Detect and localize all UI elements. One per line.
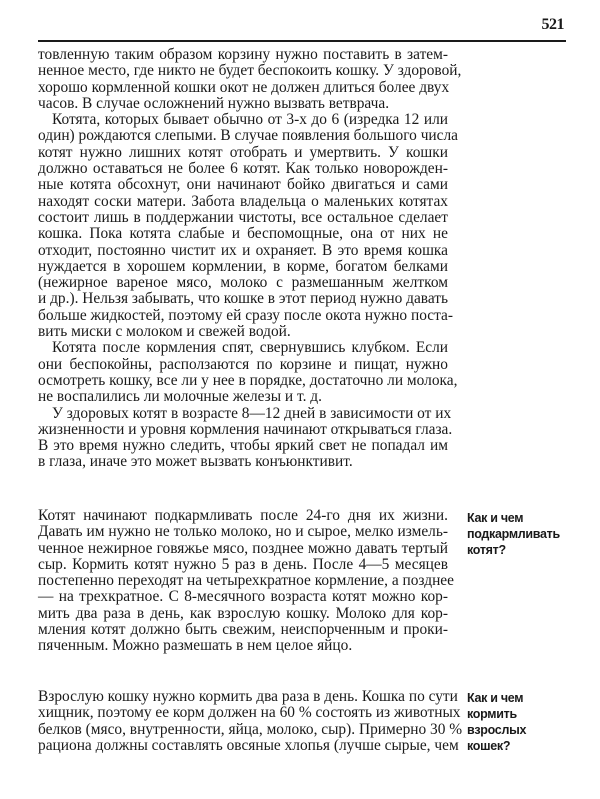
paragraph xyxy=(38,339,458,406)
text-line: ченное нежирное говяжье мясо, позднее можно давать тертый xyxy=(38,539,448,557)
text-line: У здоровых котят в возрасте 8—12 дней в зависимости от их xyxy=(52,404,452,422)
text-line: нуждается в хорошем кормлении, в корме, богатом белками xyxy=(38,257,448,275)
text-line: — на трехкратное. С 8-месячного возраста котят можно кор- xyxy=(38,588,448,606)
text-line: Давать им нужно не только молоко, но и сырое, мелко измель- xyxy=(38,523,448,541)
text-line: Котят начинают подкармливать после 24-го дня их жизни. xyxy=(38,507,448,524)
text-line: товленную таким образом корзину нужно поставить в затем- xyxy=(38,46,448,63)
page-number: 521 xyxy=(541,16,564,33)
sidebar-line: котят? xyxy=(467,543,506,557)
text-line: хищник, поэтому ее корм должен на 60 % состоять из животных xyxy=(38,704,461,722)
paragraph xyxy=(38,111,459,341)
paragraph xyxy=(38,507,454,655)
section-3-text xyxy=(38,688,463,754)
paragraph xyxy=(38,46,462,112)
text-line: ненное место, где никто не будет беспокоить кошку. У здоровой, xyxy=(38,62,462,80)
paragraph xyxy=(38,404,453,471)
section-1-text xyxy=(38,46,462,471)
text-line: пяченным. Можно размешать в нем целое яйцо. xyxy=(38,637,353,655)
sidebar-line: кошек? xyxy=(467,739,511,753)
text-line: в глаза, иначе это может вызвать конъюнктивит. xyxy=(38,453,353,471)
text-line: (нежирное вареное мясо, молоко с размешанным желтком xyxy=(38,274,448,292)
text-line: часов. В случае осложнений нужно вызвать ветврача. xyxy=(38,94,390,112)
text-line: хорошо кормленной кошки окот не должен длиться более двух xyxy=(38,78,450,96)
text-line: Котята, которых бывает обычно от 3-х до 6 (изредка 12 или xyxy=(52,111,448,129)
text-line: осмотреть кошку, все ли у нее в порядке, достаточно ли молока, xyxy=(38,371,458,389)
sidebar-line: взрослых xyxy=(467,723,527,737)
text-line: рациона должны составлять овсяные хлопья (лучше сырые, чем xyxy=(38,736,459,754)
text-line: постепенно переходят на четырехкратное кормление, а позднее xyxy=(38,572,454,590)
text-line: белков (мясо, внутренности, яйца, молоко, сыр). Примерно 30 % xyxy=(38,720,463,738)
text-line: сыр. Кормить котят нужно 5 раз в день. После 4—5 месяцев xyxy=(38,555,448,573)
header-rule xyxy=(38,40,566,42)
sidebar-line: Как и чем xyxy=(467,691,524,705)
text-line: В это время нужно следить, чтобы яркий свет не попадал им xyxy=(38,437,448,455)
text-line: один) рождаются слепыми. В случае появления большого числа xyxy=(38,127,459,145)
paragraph xyxy=(38,688,463,754)
text-line: больше жидкостей, поэтому ей сразу после окота нужно поста- xyxy=(38,306,453,324)
text-line: жизненности и уровня кормления начинают открываться глаза. xyxy=(38,420,453,438)
text-line: мить два раза в день, как взрослую кошку. Молоко для кор- xyxy=(38,604,448,622)
sidebar-line: кормить xyxy=(467,707,517,721)
text-line: отходит, постоянно чистит их и охраняет. В это время кошка xyxy=(38,241,448,259)
text-line: ные котята обсохнут, они начинают бойко двигаться и сами xyxy=(38,176,448,194)
text-line: они беспокойны, расползаются по корзине и пищат, нужно xyxy=(38,355,448,373)
text-line: находят соски матери. Забота владельца о маленьких котятах xyxy=(38,192,448,210)
text-line: и др.). Нельзя забывать, что кошке в этот период нужно давать xyxy=(38,290,449,308)
text-line: состоит лишь в поддержании чистоты, все остальное сделает xyxy=(38,208,448,226)
sidebar-heading-kittens xyxy=(467,510,577,558)
sidebar-heading-adult-cats xyxy=(467,690,577,754)
text-line: Котята после кормления спят, свернувшись клубком. Если xyxy=(52,339,448,357)
sidebar-line: подкармливать xyxy=(467,527,560,541)
section-2-text xyxy=(38,507,454,655)
text-line: Взрослую кошку нужно кормить два раза в день. Кошка по сути xyxy=(38,688,458,705)
text-line: котят нужно лишних котят отобрать и умертвить. У кошки xyxy=(38,143,448,161)
sidebar-line: Как и чем xyxy=(467,511,524,525)
text-line: должно оставаться не более 6 котят. Как только новорожден- xyxy=(38,160,448,178)
text-line: кошка. Пока котята слабые и беспомощные, она от них не xyxy=(38,225,448,243)
text-line: не воспалились ли молочные железы и т. д. xyxy=(38,388,322,406)
text-line: вить миски с молоком и свежей водой. xyxy=(38,323,291,341)
text-line: мления котят должно быть свежим, неиспорченным и проки- xyxy=(38,621,448,639)
